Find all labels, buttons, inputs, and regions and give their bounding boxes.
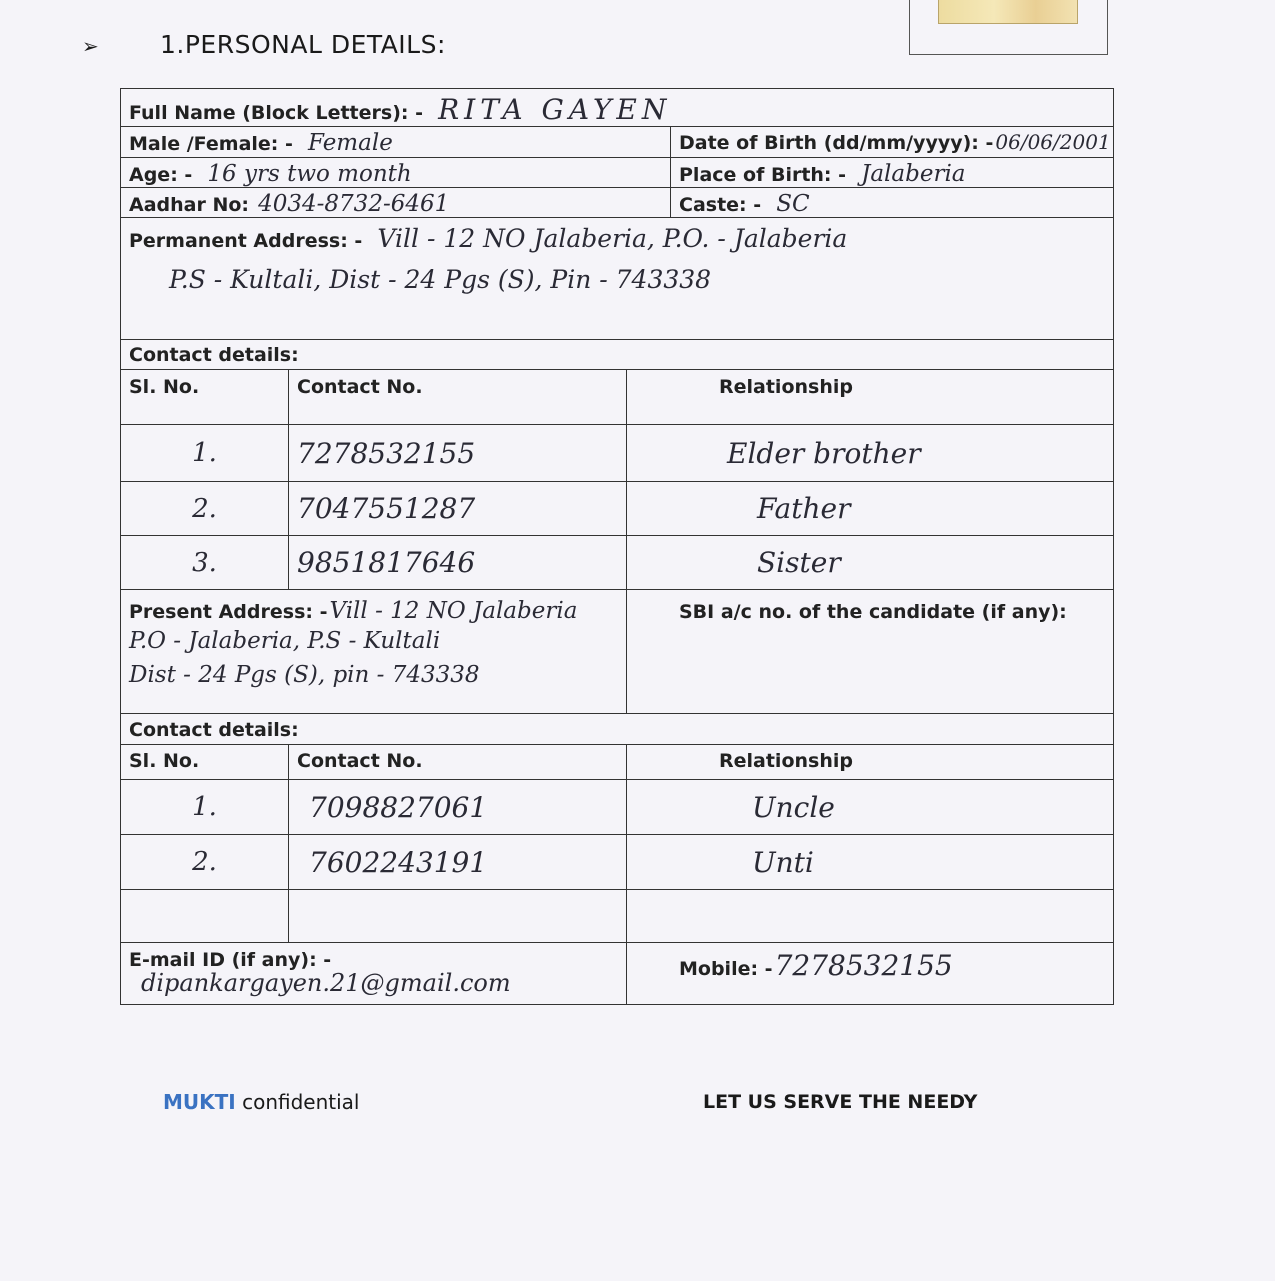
mobile-value[interactable]: 7278532155 bbox=[774, 949, 953, 982]
full-name-value[interactable]: RITA GAYEN bbox=[438, 93, 672, 126]
row-contact-number[interactable] bbox=[289, 890, 627, 943]
aadhar-value[interactable]: 4034-8732-6461 bbox=[258, 191, 450, 217]
footer-brand: MUKTI bbox=[163, 1090, 236, 1114]
contact-details-title-row bbox=[121, 340, 1114, 370]
row-sl-no: 1. bbox=[192, 792, 217, 822]
row-contact-number[interactable]: 9851817646 bbox=[297, 546, 476, 579]
email-label: E-mail ID (if any): - bbox=[129, 949, 332, 971]
pob-label: Place of Birth: - bbox=[679, 164, 847, 186]
row-sl-no: 3. bbox=[192, 547, 217, 578]
permanent-address-line1[interactable]: Vill - 12 NO Jalaberia, P.O. - Jalaberia bbox=[377, 224, 848, 253]
aadhar-label: Aadhar No: bbox=[129, 194, 250, 216]
contact-table-header-2 bbox=[121, 745, 1114, 780]
section-title: 1.PERSONAL DETAILS: bbox=[160, 30, 446, 59]
bullet-arrow-icon: ➢ bbox=[82, 34, 99, 58]
permanent-address-row bbox=[121, 218, 1114, 340]
col-header-sl-no: Sl. No. bbox=[129, 376, 200, 398]
row-relationship[interactable]: Elder brother bbox=[727, 436, 921, 470]
present-address-label: Present Address: - bbox=[129, 601, 328, 623]
footer-slogan: LET US SERVE THE NEEDY bbox=[703, 1091, 978, 1113]
row-sl-no: 2. bbox=[192, 847, 217, 877]
row-relationship[interactable]: Father bbox=[757, 492, 851, 525]
col-header-sl-no: Sl. No. bbox=[129, 750, 200, 772]
table-row bbox=[121, 425, 1114, 482]
dob-value[interactable]: 06/06/2001 bbox=[995, 130, 1111, 154]
email-mobile-row bbox=[121, 943, 1114, 1005]
col-header-relationship: Relationship bbox=[719, 750, 853, 772]
row-sl-no bbox=[121, 890, 289, 943]
present-address-line3[interactable]: Dist - 24 Pgs (S), pin - 743338 bbox=[129, 662, 480, 688]
present-address-line2[interactable]: P.O - Jalaberia, P.S - Kultali bbox=[129, 628, 441, 654]
table-row bbox=[121, 780, 1114, 835]
col-header-contact-no: Contact No. bbox=[297, 750, 423, 772]
dob-label: Date of Birth (dd/mm/yyyy): - bbox=[679, 132, 994, 154]
personal-details-form bbox=[120, 88, 1114, 1005]
row-sl-no: 2. bbox=[192, 493, 217, 524]
row-relationship[interactable]: Unti bbox=[752, 845, 814, 879]
row-relationship[interactable] bbox=[627, 890, 1114, 943]
sbi-account-label: SBI a/c no. of the candidate (if any): bbox=[679, 601, 1067, 623]
permanent-address-line2[interactable]: P.S - Kultali, Dist - 24 Pgs (S), Pin - 743338 bbox=[169, 265, 712, 294]
col-header-relationship: Relationship bbox=[719, 376, 853, 398]
gender-dob-row bbox=[121, 127, 1114, 158]
row-contact-number[interactable]: 7602243191 bbox=[309, 845, 488, 879]
age-pob-row bbox=[121, 158, 1114, 188]
row-sl-no: 1. bbox=[192, 438, 217, 468]
pob-value[interactable]: Jalaberia bbox=[861, 161, 966, 187]
row-contact-number[interactable]: 7047551287 bbox=[297, 492, 476, 525]
age-label: Age: - bbox=[129, 164, 193, 186]
photo-frame bbox=[909, 0, 1108, 55]
table-row bbox=[121, 536, 1114, 590]
contact-details-title: Contact details: bbox=[129, 344, 299, 366]
row-relationship[interactable]: Uncle bbox=[752, 790, 835, 824]
contact-details-title-row-2 bbox=[121, 714, 1114, 745]
contact-table-header bbox=[121, 370, 1114, 425]
present-address-line1[interactable]: Vill - 12 NO Jalaberia bbox=[329, 598, 578, 624]
table-row bbox=[121, 835, 1114, 890]
full-name-row bbox=[121, 89, 1114, 127]
aadhar-caste-row bbox=[121, 188, 1114, 218]
present-address-row bbox=[121, 590, 1114, 714]
table-row bbox=[121, 482, 1114, 536]
mobile-label: Mobile: - bbox=[679, 958, 773, 980]
col-header-contact-no: Contact No. bbox=[297, 376, 423, 398]
passport-photo bbox=[938, 0, 1078, 24]
table-row bbox=[121, 890, 1114, 943]
footer-confidential bbox=[163, 1090, 360, 1114]
gender-label: Male /Female: - bbox=[129, 133, 293, 155]
row-contact-number[interactable]: 7278532155 bbox=[297, 436, 476, 470]
caste-value[interactable]: SC bbox=[776, 191, 810, 217]
permanent-address-label: Permanent Address: - bbox=[129, 230, 363, 252]
contact-details-title: Contact details: bbox=[129, 719, 299, 741]
caste-label: Caste: - bbox=[679, 194, 762, 216]
gender-value[interactable]: Female bbox=[308, 130, 393, 156]
email-value[interactable]: dipankargayen.21@gmail.com bbox=[141, 969, 511, 997]
row-contact-number[interactable]: 7098827061 bbox=[309, 790, 488, 824]
age-value[interactable]: 16 yrs two month bbox=[207, 161, 412, 187]
footer-confidential-text: confidential bbox=[242, 1090, 360, 1114]
row-relationship[interactable]: Sister bbox=[757, 546, 841, 579]
full-name-label: Full Name (Block Letters): - bbox=[129, 102, 423, 124]
